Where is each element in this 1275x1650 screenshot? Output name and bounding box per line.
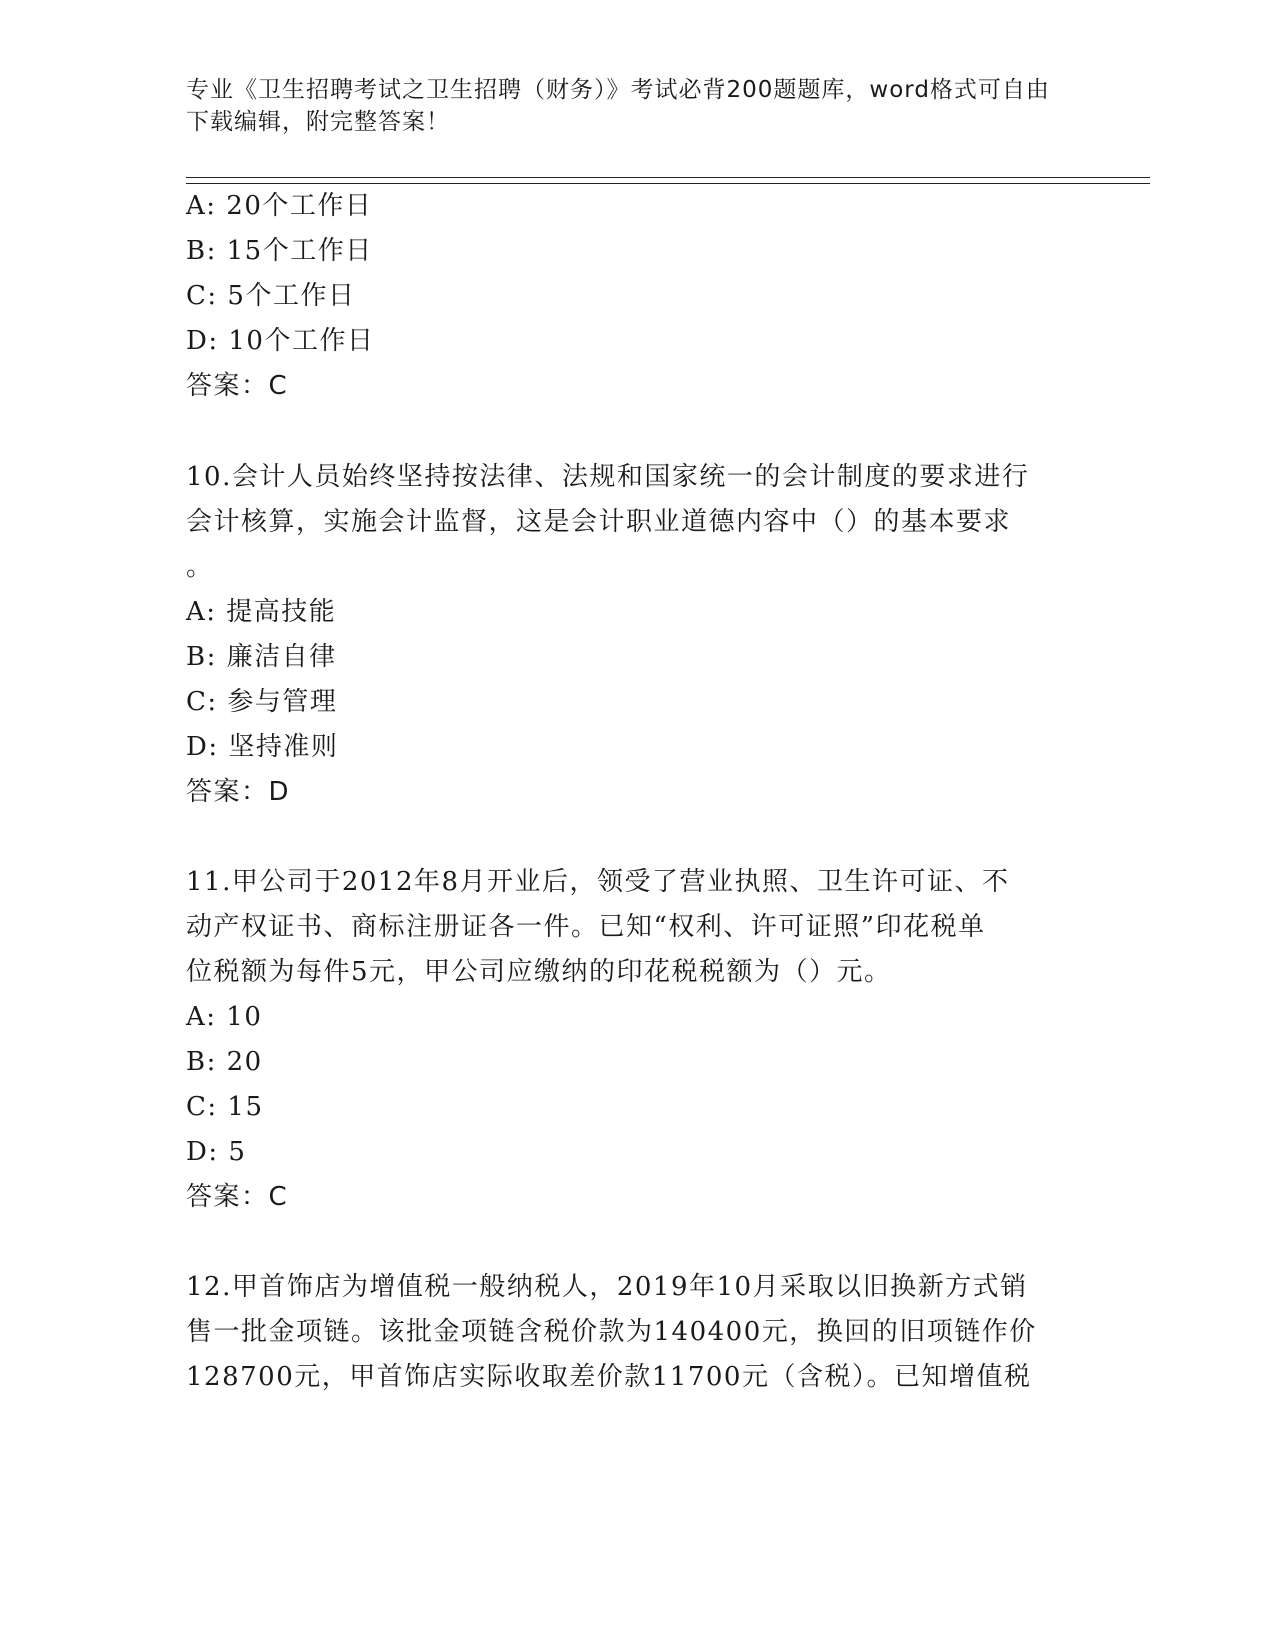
q10-option-c: C: 参与管理 [186, 687, 338, 717]
q11-option-c: C: 15 [186, 1092, 264, 1122]
q11-stem-line-1: 11.甲公司于2012年8月开业后，领受了营业执照、卫生许可证、不 [186, 867, 1010, 897]
header-rule-top [186, 177, 1150, 178]
q11-option-d: D: 5 [186, 1137, 247, 1167]
q9-option-b: B: 15个工作日 [186, 236, 373, 266]
q10-option-b: B: 廉洁自律 [186, 642, 337, 672]
header-rule-bottom [186, 183, 1150, 184]
q10-stem-line-3: 。 [186, 552, 214, 582]
q10-option-d: D: 坚持准则 [186, 732, 339, 762]
q11-option-a: A: 10 [186, 1002, 263, 1032]
q11-stem-line-2: 动产权证书、商标注册证各一件。已知“权利、许可证照”印花税单 [186, 912, 986, 942]
q9-option-a: A: 20个工作日 [186, 191, 373, 221]
q10-option-a: A: 提高技能 [186, 597, 337, 627]
q11-answer: 答案：C [186, 1182, 289, 1212]
q9-answer: 答案：C [186, 371, 289, 401]
q9-option-c: C: 5个工作日 [186, 281, 356, 311]
q10-stem-line-2: 会计核算，实施会计监督，这是会计职业道德内容中（）的基本要求 [186, 507, 1012, 537]
q11-option-b: B: 20 [186, 1047, 263, 1077]
q10-stem-line-1: 10.会计人员始终坚持按法律、法规和国家统一的会计制度的要求进行 [186, 462, 1030, 492]
q12-stem-line-3: 128700元，甲首饰店实际收取差价款11700元（含税）。已知增值税 [186, 1362, 1032, 1392]
document-intro: 专业《卫生招聘考试之卫生招聘（财务）》考试必背200题题库，word格式可自由下载编辑，附完整答案！ [186, 77, 1050, 135]
q12-stem-line-2: 售一批金项链。该批金项链含税价款为140400元，换回的旧项链作价 [186, 1317, 1037, 1347]
q10-answer: 答案：D [186, 777, 291, 807]
q9-option-d: D: 10个工作日 [186, 326, 375, 356]
q12-stem-line-1: 12.甲首饰店为增值税一般纳税人，2019年10月采取以旧换新方式销 [186, 1272, 1028, 1302]
q11-stem-line-3: 位税额为每件5元，甲公司应缴纳的印花税税额为（）元。 [186, 957, 892, 987]
